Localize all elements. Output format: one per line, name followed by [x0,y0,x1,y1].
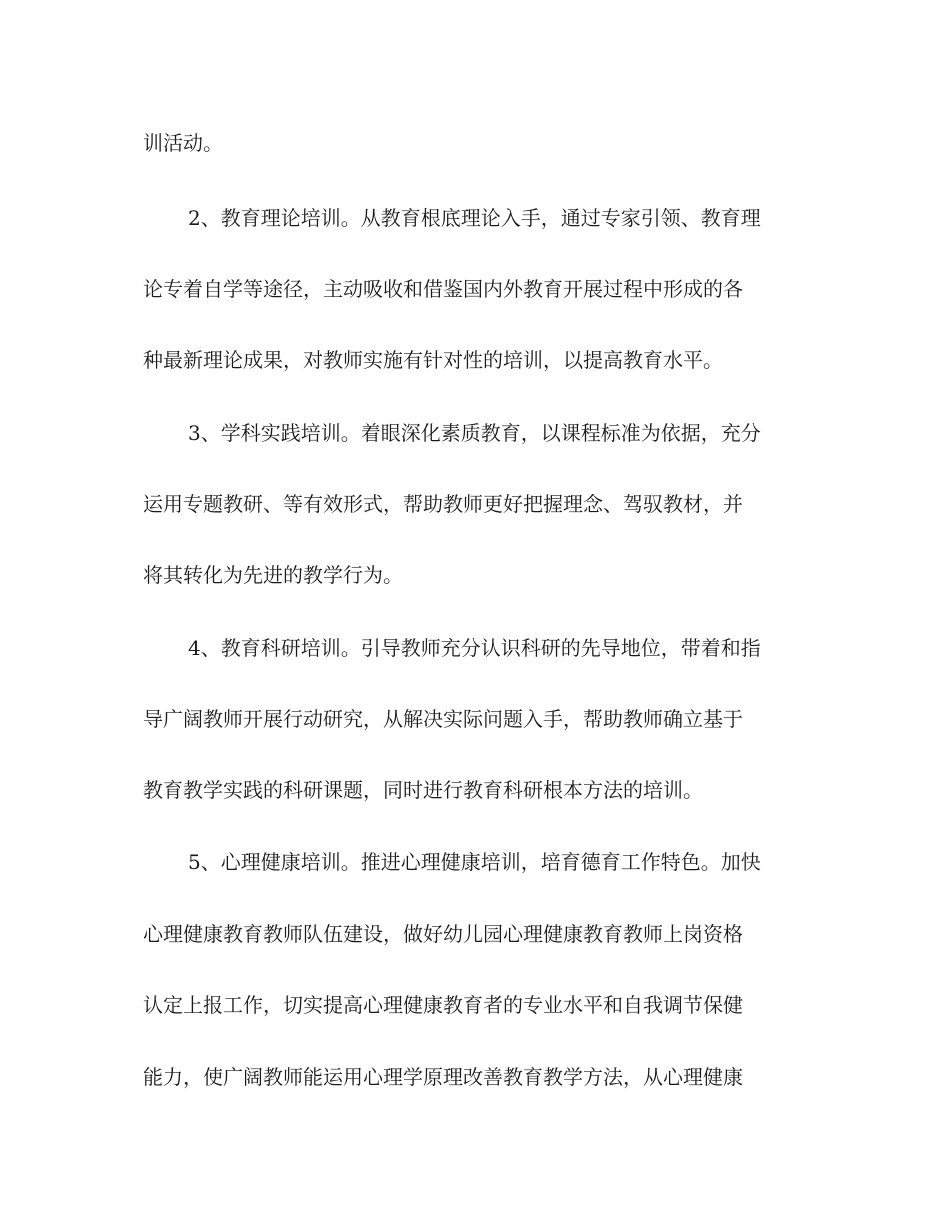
text-line: 运用专题教研、等有效形式，帮助教师更好把握理念、驾驭教材，并 [143,492,743,516]
paragraph-3-start: 3、学科实践培训。着眼深化素质教育，以课程标准为依据，充分 [188,421,761,445]
paragraph-4-start: 4、教育科研培训。引导教师充分认识科研的先导地位，带着和指 [188,636,761,660]
text-line: 心理健康教育教师队伍建设，做好幼儿园心理健康教育教师上岗资格 [143,922,743,946]
text-line: 将其转化为先进的教学行为。 [143,563,403,587]
text-line: 论专着自学等途径，主动吸收和借鉴国内外教育开展过程中形成的各 [143,277,743,301]
text-line: 训活动。 [143,131,223,155]
text-line: 教育教学实践的科研课题，同时进行教育科研根本方法的培训。 [143,778,703,802]
paragraph-2-start: 2、教育理论培训。从教育根底理论入手，通过专家引领、教育理 [188,206,761,230]
text-line: 导广阔教师开展行动研究，从解决实际问题入手，帮助教师确立基于 [143,707,743,731]
text-line: 认定上报工作，切实提高心理健康教育者的专业水平和自我调节保健 [143,993,743,1017]
paragraph-5-start: 5、心理健康培训。推进心理健康培训，培育德育工作特色。加快 [188,850,761,874]
text-line: 能力，使广阔教师能运用心理学原理改善教育教学方法，从心理健康 [143,1065,743,1089]
text-line: 种最新理论成果，对教师实施有针对性的培训，以提高教育水平。 [143,348,723,372]
